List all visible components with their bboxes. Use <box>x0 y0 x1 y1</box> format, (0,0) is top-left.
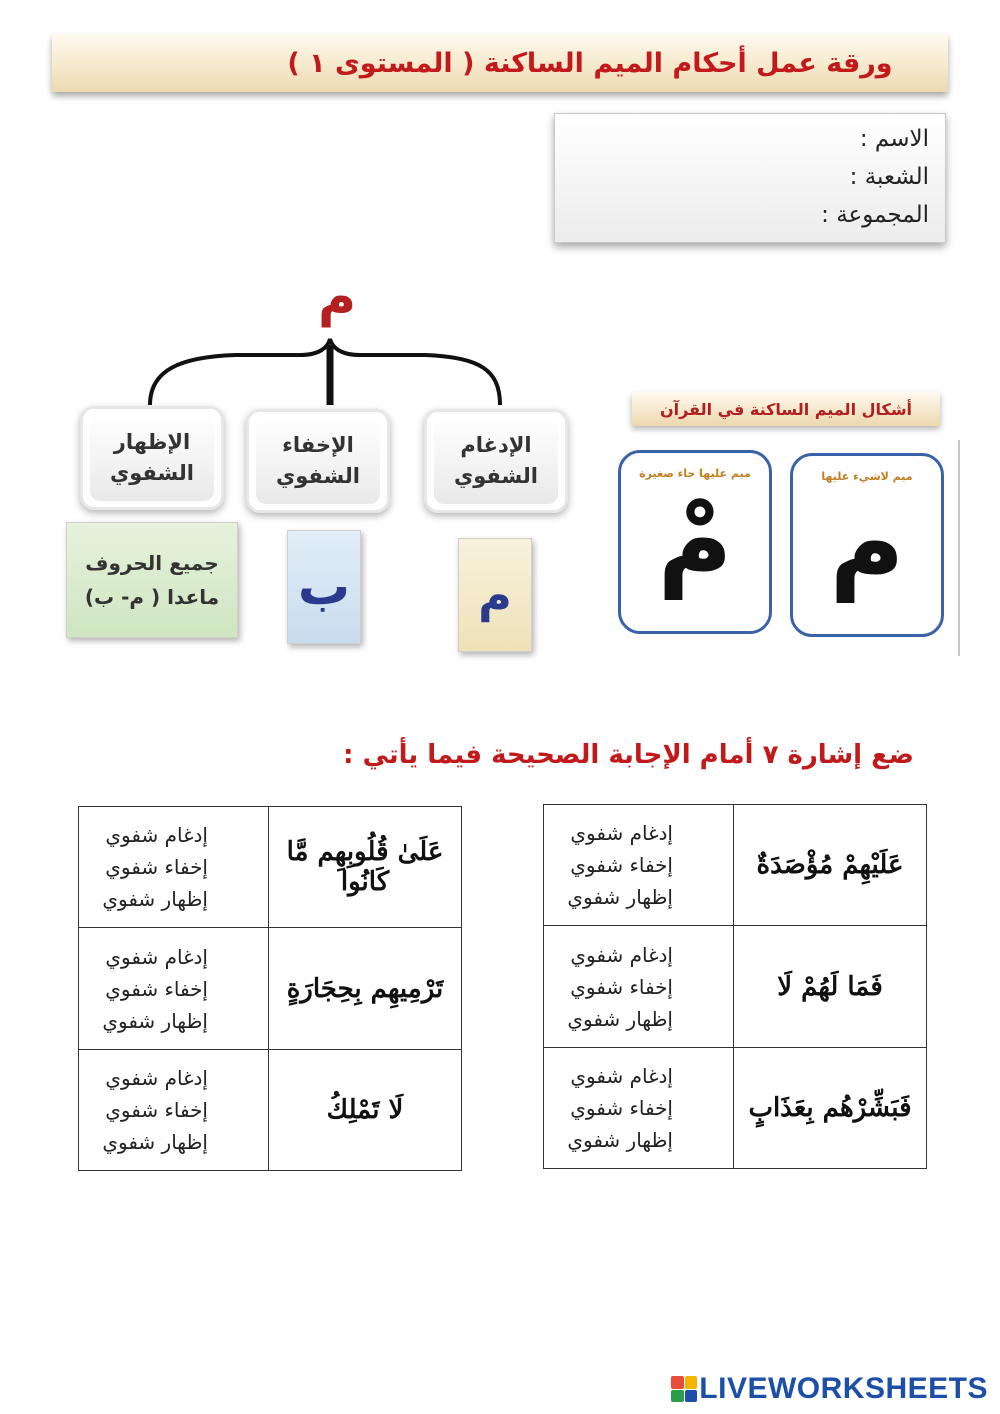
option-idgham[interactable]: إدغام شفوي <box>105 1066 208 1090</box>
izhar-letters-card: جميع الحروف ماعدا ( م- ب) <box>66 522 238 638</box>
option-izhar[interactable]: إظهار شفوي <box>102 887 208 911</box>
option-izhar[interactable]: إظهار شفوي <box>567 1128 673 1152</box>
table-row <box>544 1048 927 1169</box>
footer-brand <box>671 1372 988 1406</box>
option-ikhfa[interactable]: إخفاء شفوي <box>105 1098 208 1122</box>
option-ikhfa[interactable]: إخفاء شفوي <box>570 974 673 999</box>
options-cell[interactable] <box>79 807 269 928</box>
option-ikhfa[interactable]: إخفاء شفوي <box>570 1096 673 1120</box>
option-ikhfa[interactable]: إخفاء شفوي <box>570 853 673 877</box>
ikhfa-letter-card: ب <box>287 530 361 644</box>
shape-card-sukun-caption: ميم عليها حاء صغيرة <box>639 467 751 480</box>
root-letter: م <box>317 268 357 328</box>
table-row <box>79 807 462 928</box>
option-idgham[interactable]: إدغام شفوي <box>570 1064 673 1088</box>
options-cell[interactable] <box>79 928 269 1050</box>
verse-cell: تَرْمِيهِم بِحِجَارَةٍ <box>269 928 462 1050</box>
brand-name: LIVEWORKSHEETS <box>699 1372 988 1405</box>
option-izhar[interactable]: إظهار شفوي <box>102 1008 208 1033</box>
liveworksheets-logo-icon <box>671 1376 697 1402</box>
shape-card-plain-caption: ميم لاشيء عليها <box>821 470 913 483</box>
options-cell[interactable] <box>544 926 734 1048</box>
table-row <box>79 1050 462 1171</box>
verse-cell: فَمَا لَهُمْ لَا <box>734 926 927 1048</box>
options-cell[interactable] <box>544 1048 734 1169</box>
option-izhar[interactable]: إظهار شفوي <box>102 1130 208 1154</box>
shape-card-sukun-glyph: مْ <box>657 481 733 600</box>
group-label: المجموعة : <box>821 202 929 228</box>
rule-idgham-box <box>424 409 568 513</box>
verse-cell: عَلَيْهِمْ مُؤْصَدَةٌ <box>734 805 927 926</box>
shape-card-plain-glyph: م <box>829 484 905 603</box>
section-label: الشعبة : <box>849 164 929 190</box>
table-row <box>544 926 927 1048</box>
rule-ikhfa-box <box>246 409 390 513</box>
shapes-title: أشكال الميم الساكنة في القرآن <box>659 399 913 419</box>
tree-brace <box>140 335 510 410</box>
rule-izhar-box <box>80 406 224 510</box>
divider-line <box>958 440 960 656</box>
rule-ikhfa-label: الإخفاء الشفوي <box>256 418 380 504</box>
verse-cell: فَبَشِّرْهُم بِعَذَابٍ <box>734 1048 927 1169</box>
idgham-letter-card: م <box>458 538 532 652</box>
rule-idgham-label: الإدغام الشفوي <box>434 418 558 504</box>
option-ikhfa[interactable]: إخفاء شفوي <box>105 976 208 1001</box>
instruction-text: ضع إشارة ٧ أمام الإجابة الصحيحة فيما يأتي : <box>343 740 914 770</box>
option-izhar[interactable]: إظهار شفوي <box>567 1006 673 1031</box>
verse-cell: عَلَىٰ قُلُوبِهِم مَّا كَانُوا <box>269 807 462 928</box>
options-cell[interactable] <box>79 1050 269 1171</box>
table-row <box>544 805 927 926</box>
option-ikhfa[interactable]: إخفاء شفوي <box>105 855 208 879</box>
shape-card-plain <box>790 453 944 637</box>
option-idgham[interactable]: إدغام شفوي <box>105 823 208 847</box>
option-idgham[interactable]: إدغام شفوي <box>570 821 673 845</box>
table-row <box>79 928 462 1050</box>
questions-table-right <box>543 804 927 1169</box>
option-idgham[interactable]: إدغام شفوي <box>570 942 673 967</box>
name-label: الاسم : <box>859 126 929 152</box>
option-izhar[interactable]: إظهار شفوي <box>567 885 673 909</box>
option-idgham[interactable]: إدغام شفوي <box>105 944 208 969</box>
shapes-banner <box>632 392 940 426</box>
rule-izhar-label: الإظهار الشفوي <box>90 415 214 501</box>
options-cell[interactable] <box>544 805 734 926</box>
questions-table-left <box>78 806 462 1171</box>
shape-card-sukun <box>618 450 772 634</box>
student-info-box <box>554 113 946 243</box>
verse-cell: لَا تَمْلِكُ <box>269 1050 462 1171</box>
title-banner <box>52 34 948 92</box>
page-title: ورقة عمل أحكام الميم الساكنة ( المستوى ١ ) <box>287 47 893 79</box>
